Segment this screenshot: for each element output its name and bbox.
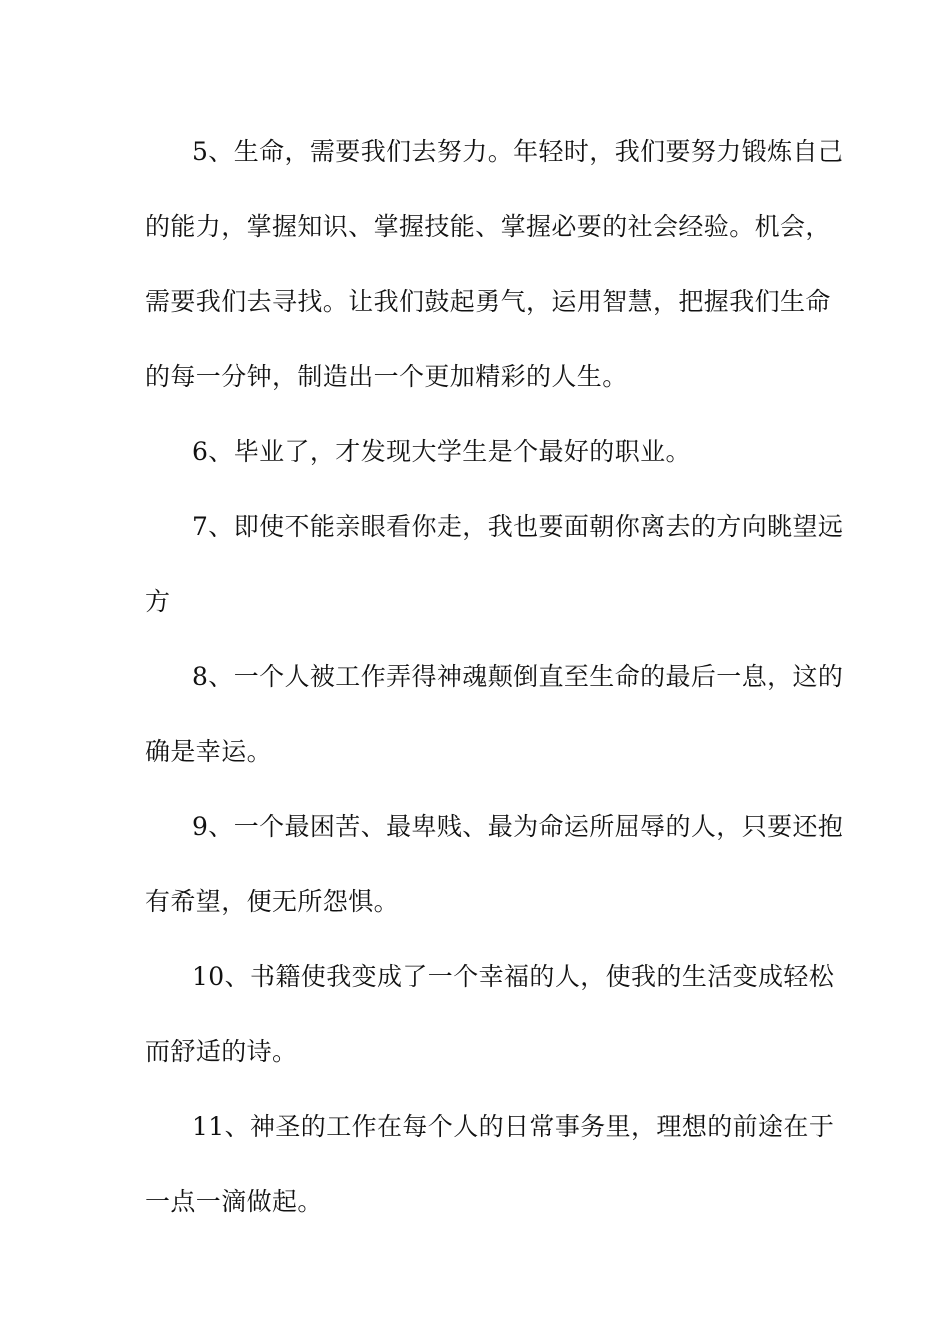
text-line: 的每一分钟，制造出一个更加精彩的人生。 [145,362,628,391]
text-line: 8、一个人被工作弄得神魂颠倒直至生命的最后一息，这的 [192,662,844,691]
text-line: 确是幸运。 [145,737,273,766]
text-line: 方 [145,587,171,616]
text-line: 需要我们去寻找。让我们鼓起勇气，运用智慧，把握我们生命 [145,287,831,316]
text-line: 而舒适的诗。 [145,1037,298,1066]
text-line: 一点一滴做起。 [145,1187,323,1216]
text-line: 6、毕业了，才发现大学生是个最好的职业。 [192,437,691,466]
text-line: 11、神圣的工作在每个人的日常事务里，理想的前途在于 [192,1112,835,1141]
text-line: 的能力，掌握知识、掌握技能、掌握必要的社会经验。机会， [145,212,831,241]
text-line: 10、书籍使我变成了一个幸福的人，使我的生活变成轻松 [192,962,835,991]
text-line: 有希望，便无所怨惧。 [145,887,400,916]
text-line: 7、即使不能亲眼看你走，我也要面朝你离去的方向眺望远 [192,512,844,541]
text-line: 5、生命，需要我们去努力。年轻时，我们要努力锻炼自己 [192,137,844,166]
text-line: 9、一个最困苦、最卑贱、最为命运所屈辱的人，只要还抱 [192,812,844,841]
